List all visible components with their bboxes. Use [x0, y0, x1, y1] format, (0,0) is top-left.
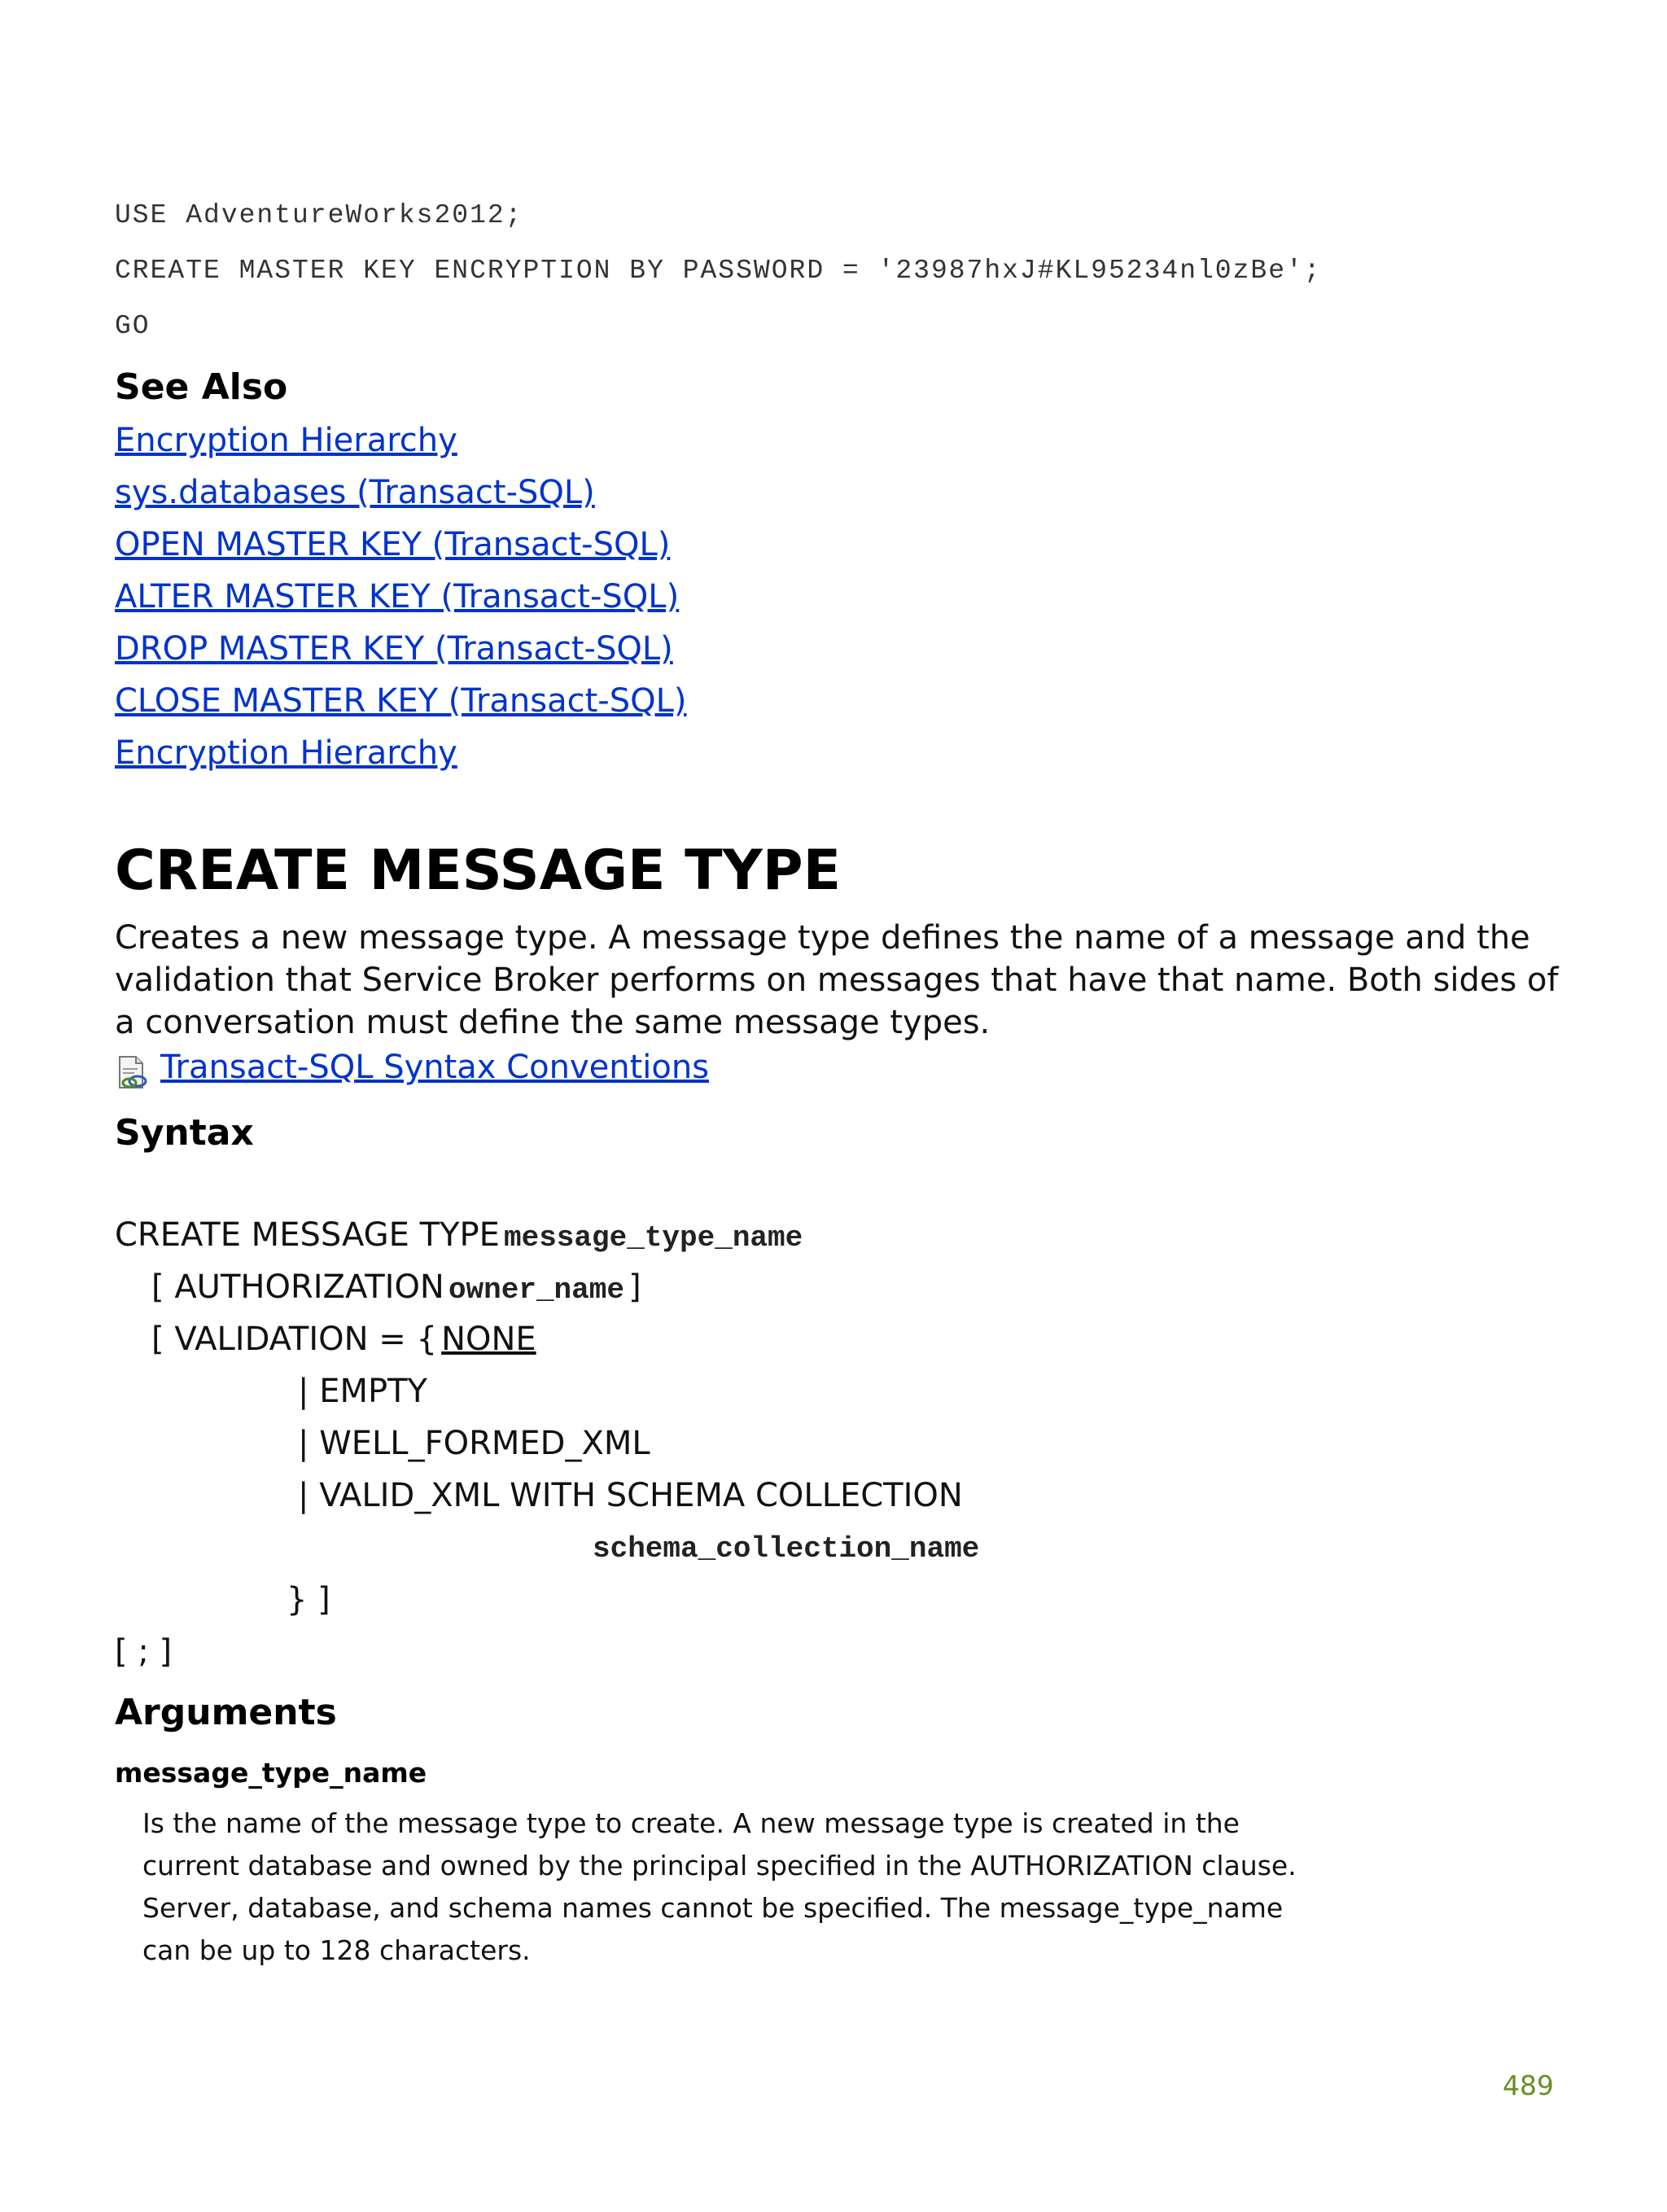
link-open-master-key[interactable]: OPEN MASTER KEY (Transact-SQL)	[115, 526, 671, 563]
link-close-master-key[interactable]: CLOSE MASTER KEY (Transact-SQL)	[115, 682, 687, 720]
page-number: 489	[1503, 2070, 1554, 2101]
section-description: Creates a new message type. A message type defines the name of a message and the validation that Service Broker performs on messages that have that name. Both sides of a conversation must define the same message types.	[115, 919, 1559, 1041]
syntax-keyword: [ AUTHORIZATION	[151, 1268, 444, 1306]
syntax-keyword: CREATE MESSAGE TYPE	[115, 1216, 500, 1254]
link-sys-databases[interactable]: sys.databases (Transact-SQL)	[115, 474, 595, 511]
page-title: CREATE MESSAGE TYPE	[115, 839, 842, 903]
link-encryption-hierarchy-2[interactable]: Encryption Hierarchy	[115, 734, 457, 772]
syntax-line-valid-xml: | VALID_XML WITH SCHEMA COLLECTION	[298, 1477, 963, 1514]
syntax-line-well-formed-xml: | WELL_FORMED_XML	[298, 1425, 650, 1462]
syntax-heading: Syntax	[115, 1112, 254, 1154]
link-drop-master-key[interactable]: DROP MASTER KEY (Transact-SQL)	[115, 630, 673, 668]
arguments-heading: Arguments	[115, 1692, 337, 1733]
link-transact-sql-syntax-conventions[interactable]: Transact-SQL Syntax Conventions	[160, 1049, 710, 1086]
syntax-line-create	[115, 1216, 803, 1255]
syntax-line-schema-collection-name: schema_collection_name	[593, 1532, 980, 1566]
link-encryption-hierarchy[interactable]: Encryption Hierarchy	[115, 422, 457, 459]
syntax-line-authorization	[151, 1268, 641, 1307]
syntax-default-option: NONE	[441, 1321, 536, 1358]
syntax-keyword: [ VALIDATION = {	[151, 1321, 437, 1358]
syntax-argument: owner_name	[448, 1273, 624, 1307]
code-line-create-master-key: CREATE MASTER KEY ENCRYPTION BY PASSWORD = '23987hxJ#KL95234nl0zBe';	[115, 256, 1322, 286]
document-link-icon	[115, 1055, 151, 1091]
syntax-line-empty: | EMPTY	[298, 1373, 427, 1410]
argument-name: message_type_name	[115, 1757, 427, 1789]
syntax-line-validation	[151, 1321, 536, 1358]
syntax-line-terminator: [ ; ]	[115, 1633, 173, 1671]
syntax-bracket: ]	[628, 1268, 641, 1306]
syntax-line-close: } ]	[287, 1581, 330, 1618]
see-also-heading: See Also	[115, 366, 288, 408]
syntax-argument: message_type_name	[503, 1221, 803, 1255]
code-line-use: USE AdventureWorks2012;	[115, 200, 523, 230]
link-alter-master-key[interactable]: ALTER MASTER KEY (Transact-SQL)	[115, 578, 680, 615]
argument-description: Is the name of the message type to create. A new message type is created in the current database and owned by the principal specified in the AUTHORIZATION clause. Server, database, and schema names cannot be specified. The message_type_name can be up to 128 characters.	[142, 1807, 1297, 1966]
code-line-go: GO	[115, 311, 151, 341]
